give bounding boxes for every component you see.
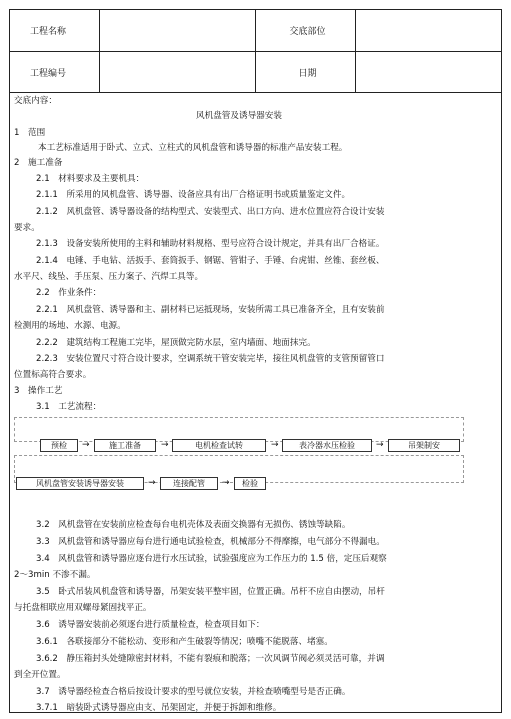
header-row-2 — [10, 52, 501, 93]
text-line: 3.6 诱导器安装前必须逐台进行质量检查，检查项目如下： — [36, 620, 265, 630]
flow-arrow-icon: → — [271, 440, 279, 450]
text-line: 2.2.1 风机盘管、诱导器和主、副材料已运抵现场，安装所需工具已准备齐全，且有安装前 — [36, 305, 385, 315]
text-line: 水平尺、线坠、手压泵、压力案子、汽焊工具等。 — [14, 272, 204, 282]
text-line: 到全开位置。 — [14, 670, 66, 680]
text-line: 3.3 风机盘管和诱导器应每台进行通电试验检查，机械部分不得摩擦，电气部分不得漏电。 — [36, 537, 385, 547]
project-no-value — [100, 52, 256, 92]
flow-arrow-icon: → — [82, 440, 90, 450]
project-no-label: 工程编号 — [10, 52, 100, 92]
text-line: 2.1.4 电锤、手电钻、活扳手、套筒扳手、钢锯、管钳子、手锤、台虎钳、丝锥、套丝板、 — [36, 256, 385, 266]
text-line: 3.5 卧式吊装风机盘管和诱导器，吊架安装平整牢固，位置正确。吊杆不应自由摆动，吊杆 — [36, 587, 385, 597]
flow-step: 预检 — [40, 439, 78, 452]
text-line: 检测用的场地、水源、电源。 — [14, 321, 126, 331]
content-intro: 交底内容： — [14, 96, 57, 106]
flow-step: 风机盘管安装诱导器安装 — [16, 477, 144, 490]
flow-arrow-icon: → — [222, 478, 230, 488]
text-line: 3.7.1 暗装卧式诱导器应由支、吊架固定，并便于拆卸和维修。 — [36, 703, 282, 713]
text-line: 2.2.2 建筑结构工程施工完毕，屋顶做完防水层，室内墙面、地面抹完。 — [36, 338, 316, 348]
text-line: 2.2.3 安装位置尺寸符合设计要求，空调系统干管安装完毕，接往风机盘管的支管预留管口 — [36, 354, 385, 364]
text-line: 2.1 材料要求及主要机具： — [36, 174, 145, 184]
text-line: 2.1.2 风机盘管、诱导器设备的结构型式、安装型式、出口方向、进水位置应符合设计安装 — [36, 207, 385, 217]
content-title: 风机盘管及诱导器安装 — [196, 111, 282, 121]
text-line: 2 施工准备 — [14, 158, 63, 168]
handover-form — [9, 9, 502, 713]
flow-step: 连接配管 — [160, 477, 218, 490]
text-line: 3.6.2 静压箱封头处缝隙密封材料，不能有裂痕和脱落；一次风调节阀必须灵活可靠，并调 — [36, 654, 385, 664]
text-line: 3.1 工艺流程： — [36, 402, 102, 412]
text-line: 位置标高符合要求。 — [14, 370, 92, 380]
flow-arrow-icon: → — [148, 478, 156, 488]
text-line: 2.1.3 设备安装所使用的主料和辅助材料规格、型号应符合设计规定，并具有出厂合格证。 — [36, 239, 385, 249]
project-name-value — [100, 10, 256, 51]
flow-step: 电机检查试转 — [172, 439, 266, 452]
flow-step: 表冷器水压检验 — [282, 439, 372, 452]
content-area — [10, 93, 501, 712]
text-line: 1 范围 — [14, 128, 46, 138]
project-name-label: 工程名称 — [10, 10, 100, 51]
text-line: 与托盘相联应用双螺母紧固找平正。 — [14, 603, 152, 613]
flow-step: 吊架制安 — [388, 439, 460, 452]
text-line: 本工艺标准适用于卧式、立式、立柱式的风机盘管和诱导器的标准产品安装工程。 — [38, 143, 348, 153]
text-line: 3.4 风机盘管和诱导器应逐台进行水压试验，试验强度应为工作压力的 1.5 倍，定压后观察 — [36, 554, 387, 564]
flow-step: 检验 — [234, 477, 266, 490]
text-line: 3.7 诱导器经检查合格后按设计要求的型号就位安装，并检查喷嘴型号是否正确。 — [36, 687, 351, 697]
text-line: 要求。 — [14, 223, 40, 233]
date-label: 日期 — [256, 52, 356, 92]
handover-part-value — [356, 10, 503, 51]
text-line: 2～3min 不渗不漏。 — [14, 570, 96, 580]
header-row-1 — [10, 10, 501, 52]
text-line: 2.1.1 所采用的风机盘管、诱导器、设备应具有出厂合格证明书或质量鉴定文件。 — [36, 190, 351, 200]
text-line: 3 操作工艺 — [14, 386, 63, 396]
flow-step: 施工准备 — [94, 439, 156, 452]
text-line: 3.2 风机盘管在安装前应检查每台电机壳体及表面交换器有无损伤、锈蚀等缺陷。 — [36, 520, 351, 530]
flow-arrow-icon: → — [376, 440, 384, 450]
handover-part-label: 交底部位 — [256, 10, 356, 51]
flow-arrow-icon: → — [161, 440, 169, 450]
date-value — [356, 52, 503, 92]
text-line: 3.6.1 各联接部分不能松动、变形和产生破裂等情况；喷嘴不能脱落、堵塞。 — [36, 637, 333, 647]
text-line: 2.2 作业条件： — [36, 288, 102, 298]
